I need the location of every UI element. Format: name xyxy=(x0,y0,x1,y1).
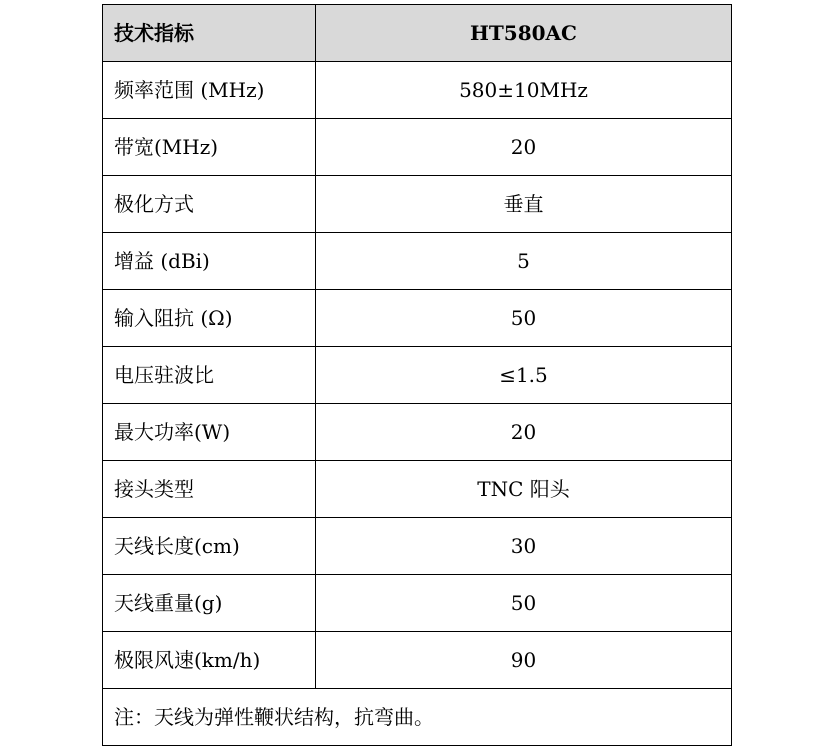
table-row xyxy=(103,347,732,404)
spec-label-length: 天线长度(cm) xyxy=(103,518,316,575)
spec-value-frequency-range: 580±10MHz xyxy=(316,62,732,119)
header-model-cell: HT580AC xyxy=(316,5,732,62)
spec-label-frequency-range: 频率范围 (MHz) xyxy=(103,62,316,119)
header-label-cell: 技术指标 xyxy=(103,5,316,62)
spec-value-length: 30 xyxy=(316,518,732,575)
spec-label-max-power: 最大功率(W) xyxy=(103,404,316,461)
table-row xyxy=(103,461,732,518)
table-row xyxy=(103,62,732,119)
table-row xyxy=(103,119,732,176)
spec-label-weight: 天线重量(g) xyxy=(103,575,316,632)
table-row xyxy=(103,176,732,233)
table-row xyxy=(103,518,732,575)
table-row xyxy=(103,233,732,290)
table-note: 注：天线为弹性鞭状结构，抗弯曲。 xyxy=(103,689,732,746)
spec-label-wind-speed: 极限风速(km/h) xyxy=(103,632,316,689)
spec-value-impedance: 50 xyxy=(316,290,732,347)
spec-label-gain: 增益 (dBi) xyxy=(103,233,316,290)
spec-value-max-power: 20 xyxy=(316,404,732,461)
spec-value-gain: 5 xyxy=(316,233,732,290)
spec-value-vswr: ≤1.5 xyxy=(316,347,732,404)
table-header-row xyxy=(103,5,732,62)
table-row xyxy=(103,632,732,689)
spec-value-polarization: 垂直 xyxy=(316,176,732,233)
table-row xyxy=(103,404,732,461)
spec-label-impedance: 输入阻抗 (Ω) xyxy=(103,290,316,347)
table-row xyxy=(103,575,732,632)
table-row xyxy=(103,290,732,347)
spec-value-weight: 50 xyxy=(316,575,732,632)
spec-value-wind-speed: 90 xyxy=(316,632,732,689)
spec-value-bandwidth: 20 xyxy=(316,119,732,176)
spec-table xyxy=(102,4,732,746)
table-note-row xyxy=(103,689,732,746)
spec-value-connector: TNC 阳头 xyxy=(316,461,732,518)
spec-label-vswr: 电压驻波比 xyxy=(103,347,316,404)
spec-label-polarization: 极化方式 xyxy=(103,176,316,233)
spec-label-connector: 接头类型 xyxy=(103,461,316,518)
spec-label-bandwidth: 带宽(MHz) xyxy=(103,119,316,176)
